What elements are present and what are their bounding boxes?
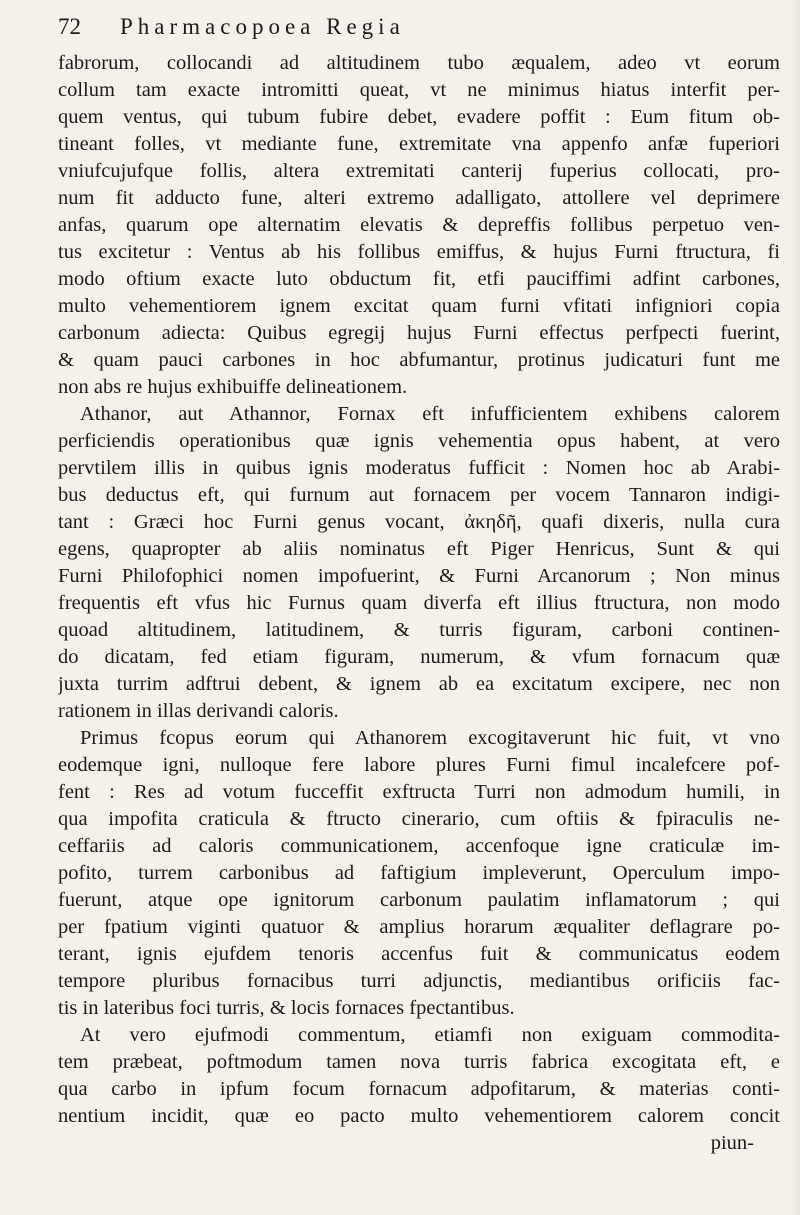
- text-line: qua carbo in ipfum focum fornacum adpofitarum, & materias conti-: [58, 1078, 780, 1100]
- page-edge-shadow: [790, 0, 800, 1215]
- text-line: anfas, quarum ope alternatim elevatis & depreffis follibus perpetuo ven-: [58, 214, 780, 236]
- text-line: frequentis eft vfus hic Furnus quam diverfa eft illius ftructura, non modo: [58, 592, 780, 614]
- text-line: perficiendis operationibus quæ ignis vehementia opus habent, at vero: [58, 430, 780, 452]
- text-line: tineant folles, vt mediante fune, extremitate vna appenfo anfæ fuperiori: [58, 133, 780, 155]
- text-line: qua impofita craticula & ftructo cinerario, cum oftiis & fpiraculis ne-: [58, 808, 780, 830]
- text-line: ceffariis ad caloris communicationem, accenfoque igne craticulæ im-: [58, 835, 780, 857]
- text-line: quem ventus, qui tubum fubire debet, evadere poffit : Eum fitum ob-: [58, 106, 780, 128]
- text-line: fent : Res ad votum fucceffit exftructa Turri non admodum humili, in: [58, 781, 780, 803]
- text-line: terant, ignis ejufdem tenoris accenfus fuit & communicatus eodem: [58, 943, 780, 965]
- text-line: fuerunt, atque ope ignitorum carbonum paulatim inflamatorum ; qui: [58, 889, 780, 911]
- body-text: [58, 50, 780, 1157]
- text-line: tis in lateribus foci turris, & locis fornaces fpectantibus.: [58, 997, 515, 1019]
- text-line: pofito, turrem carbonibus ad faftigium impleverunt, Operculum impo-: [58, 862, 780, 884]
- text-line: Athanor, aut Athannor, Fornax eft infufficientem exhibens calorem: [80, 403, 780, 425]
- text-line: tus excitetur : Ventus ab his follibus emiffus, & hujus Furni ftructura, fi: [58, 241, 780, 263]
- text-line: pervtilem illis in quibus ignis moderatus fufficit : Nomen hoc ab Arabi-: [58, 457, 780, 479]
- text-line: tempore pluribus fornacibus turri adjunctis, mediantibus orificiis fac-: [58, 970, 780, 992]
- page-number: 72: [58, 14, 81, 39]
- text-line: modo oftium exacte luto obductum fit, etfi pauciffimi adfint carbones,: [58, 268, 780, 290]
- running-title: Pharmacopoea Regia: [120, 14, 405, 39]
- text-line: juxta turrim adftrui debent, & ignem ab ea excitatum excipere, nec non: [58, 673, 780, 695]
- text-line: do dicatam, fed etiam figuram, numerum, & vfum fornacum quæ: [58, 646, 780, 668]
- text-line: num fit adducto fune, alteri extremo adalligato, attollere vel deprimere: [58, 187, 780, 209]
- text-line: per fpatium viginti quatuor & amplius horarum æqualiter deflagrare po-: [58, 916, 780, 938]
- text-line: & quam pauci carbones in hoc abfumantur, protinus judicaturi funt me: [58, 349, 780, 371]
- text-line: tant : Græci hoc Furni genus vocant, ἀκηδῆ, quafi dixeris, nulla cura: [58, 511, 780, 533]
- text-line: Furni Philofophici nomen impofuerint, & Furni Arcanorum ; Non minus: [58, 565, 780, 587]
- text-line: bus deductus eft, qui furnum aut fornacem per vocem Tannaron indigi-: [58, 484, 780, 506]
- text-line: fabrorum, collocandi ad altitudinem tubo æqualem, adeo vt eorum: [58, 52, 780, 74]
- text-line: non abs re hujus exhibuiffe delineationem.: [58, 376, 408, 398]
- text-line: nentium incidit, quæ eo pacto multo vehementiorem calorem concit: [58, 1105, 780, 1127]
- text-line: collum tam exacte intromitti queat, vt ne minimus hiatus interfit per-: [58, 79, 780, 101]
- catchword: piun-: [710, 1132, 754, 1154]
- text-line: egens, quapropter ab aliis nominatus eft Piger Henricus, Sunt & qui: [58, 538, 780, 560]
- page-header: [58, 14, 780, 48]
- text-line: At vero ejufmodi commentum, etiamfi non exiguam commodita-: [80, 1024, 780, 1046]
- text-line: vniufcujufque follis, altera extremitati canterij fuperius collocati, pro-: [58, 160, 780, 182]
- text-line: rationem in illas derivandi caloris.: [58, 700, 339, 722]
- text-line: carbonum adiecta: Quibus egregij hujus Furni effectus perfpecti fuerint,: [58, 322, 780, 344]
- text-line: eodemque igni, nulloque fere labore plures Furni fimul incalefcere pof-: [58, 754, 780, 776]
- text-line: Primus fcopus eorum qui Athanorem excogitaverunt hic fuit, vt vno: [80, 727, 780, 749]
- text-line: multo vehementiorem ignem excitat quam furni vfitati infigniori copia: [58, 295, 780, 317]
- text-line: tem præbeat, poftmodum tamen nova turris fabrica excogitata eft, e: [58, 1051, 780, 1073]
- text-line: quoad altitudinem, latitudinem, & turris figuram, carboni continen-: [58, 619, 780, 641]
